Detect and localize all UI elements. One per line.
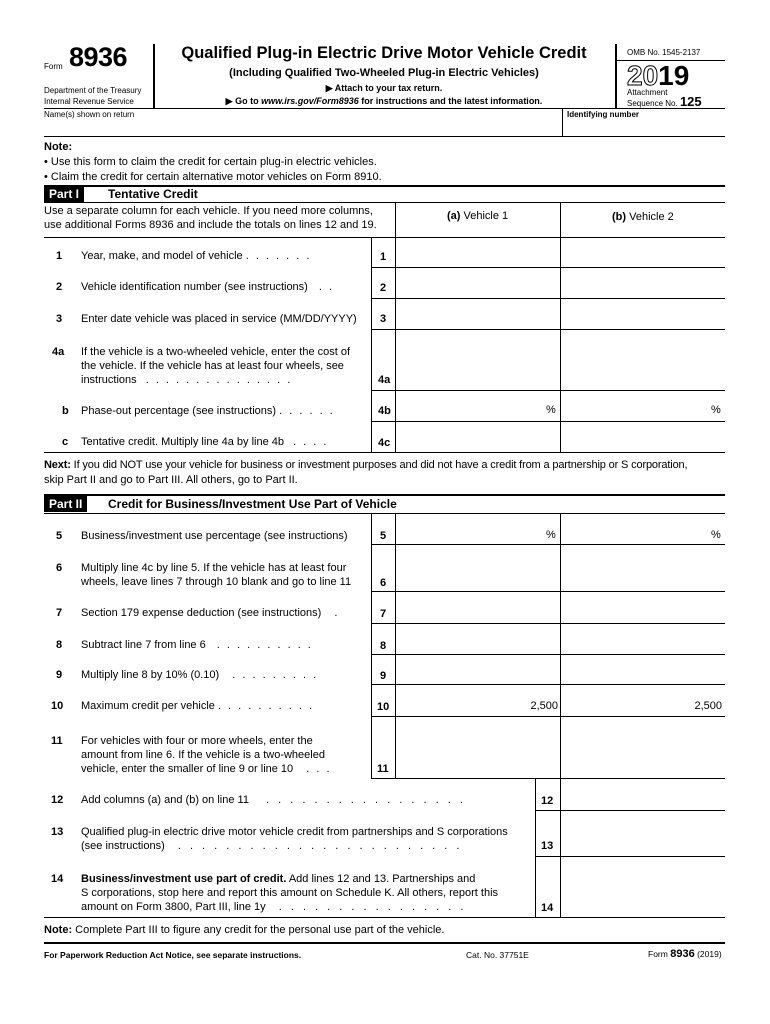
next-label: Next: — [44, 459, 71, 471]
line-4a-desc-3: instructions . . . . . . . . . . . . . . . — [81, 374, 293, 386]
line-6-box: 6 — [380, 577, 387, 589]
line-4a-desc-2: the vehicle. If the vehicle has at least four wheels, see — [81, 360, 344, 372]
line-4c-vehicle2-field[interactable] — [561, 422, 725, 452]
line-7-number: 7 — [56, 607, 63, 619]
line-13-desc-2: (see instructions) . . . . . . . . . . . . . . . . . . . . . . . . — [81, 840, 463, 852]
line-14-desc-2: S corporations, stop here and report this amount on Schedule K. All others, report this — [81, 887, 499, 899]
internal-revenue-service: Internal Revenue Service — [44, 97, 134, 106]
line-6-desc-2: wheels, leave lines 7 through 10 blank and go to line 11 — [81, 576, 352, 588]
line-8-vehicle1-field[interactable] — [396, 624, 560, 654]
column-a-label: Vehicle 1 — [463, 210, 509, 222]
line-13-box: 13 — [541, 840, 554, 852]
part2-title: Credit for Business/Investment Use Part of Vehicle — [108, 497, 397, 511]
line-9-vehicle2-field[interactable] — [561, 655, 725, 684]
line-12-total-field[interactable] — [561, 779, 725, 810]
line-1-desc: Year, make, and model of vehicle . . . . . . . — [81, 250, 312, 262]
line-4b-number: b — [62, 405, 69, 417]
next-text: If you did NOT use your vehicle for business or investment purposes and did not have a credit from a partnership or S corporation, — [70, 459, 688, 471]
line-9-desc: Multiply line 8 by 10% (0.10) . . . . . . . . . — [81, 669, 319, 681]
tax-year-outline: 20 — [627, 60, 659, 91]
names-label: Name(s) shown on return — [44, 110, 135, 119]
line-2-number: 2 — [56, 281, 63, 293]
line-5-vehicle2-field[interactable] — [561, 514, 725, 544]
line-3-box: 3 — [380, 313, 387, 325]
line-14-number: 14 — [51, 873, 64, 885]
line-12-box: 12 — [541, 795, 554, 807]
footer-note-label: Note: — [44, 924, 73, 936]
line-10-vehicle2-value[interactable]: 2,500 — [694, 700, 722, 712]
paperwork-notice: For Paperwork Reduction Act Notice, see separate instructions. — [44, 950, 302, 960]
line-4a-box: 4a — [378, 374, 391, 386]
line-4b-vehicle1-field[interactable] — [396, 391, 560, 421]
line-8-box: 8 — [380, 640, 387, 652]
column-b-label: Vehicle 2 — [629, 211, 674, 223]
line-11-desc-2: amount from line 6. If the vehicle is a two-wheeled — [81, 749, 325, 761]
line-5-vehicle1-field[interactable] — [396, 514, 560, 544]
line-5-number: 5 — [56, 530, 63, 542]
part1-intro-2: use additional Forms 8936 and include the totals on lines 12 and 19. — [44, 219, 377, 231]
line-5-percent-a: % — [546, 529, 556, 541]
line-10-desc: Maximum credit per vehicle . . . . . . . . . . — [81, 700, 315, 712]
line-9-number: 9 — [56, 669, 63, 681]
line-6-vehicle1-field[interactable] — [396, 545, 560, 591]
names-field[interactable] — [44, 108, 562, 136]
line-11-desc-1: For vehicles with four or more wheels, enter the — [81, 735, 313, 747]
identifying-number-field[interactable] — [563, 108, 725, 136]
sequence-number: 125 — [679, 94, 702, 109]
line-4a-desc-1: If the vehicle is a two-wheeled vehicle, enter the cost of — [81, 346, 351, 358]
footer-note-text: Complete Part III to figure any credit for the personal use part of the vehicle. — [72, 924, 445, 936]
line-2-vehicle1-field[interactable] — [396, 268, 560, 298]
line-7-vehicle1-field[interactable] — [396, 592, 560, 623]
line-14-box: 14 — [541, 902, 554, 914]
line-11-desc-3: vehicle, enter the smaller of line 9 or line 10 . . . — [81, 763, 332, 775]
line-9-box: 9 — [380, 670, 387, 682]
line-1-box: 1 — [380, 251, 387, 263]
line-7-vehicle2-field[interactable] — [561, 592, 725, 623]
line-14-desc-1: Business/investment use part of credit. Add lines 12 and 13. Partnerships and — [81, 873, 476, 885]
line-2-box: 2 — [380, 282, 387, 294]
part1-title: Tentative Credit — [108, 187, 198, 201]
line-6-vehicle2-field[interactable] — [561, 545, 725, 591]
line-8-vehicle2-field[interactable] — [561, 624, 725, 654]
part1-intro-1: Use a separate column for each vehicle. If you need more columns, — [44, 205, 373, 217]
column-b-header — [612, 211, 674, 223]
column-a-header — [447, 210, 508, 222]
line-3-vehicle2-field[interactable] — [561, 299, 725, 329]
note-bullet-2: • Claim the credit for certain alternative motor vehicles on Form 8910. — [44, 171, 382, 183]
footer-form-number: 8936 — [670, 948, 695, 960]
goto-prefix: ▶ Go to — [225, 96, 262, 106]
goto-instruction — [153, 96, 615, 107]
tax-year-bold: 19 — [658, 60, 690, 91]
line-4b-box: 4b — [378, 405, 391, 417]
footer-note — [44, 924, 444, 936]
note-bullet-1: • Use this form to claim the credit for certain plug-in electric vehicles. — [44, 156, 377, 168]
line-13-field[interactable] — [561, 811, 725, 856]
line-4b-percent-b: % — [711, 404, 721, 416]
catalog-number: Cat. No. 37751E — [466, 950, 529, 960]
line-6-desc-1: Multiply line 4c by line 5. If the vehicle has at least four — [81, 562, 347, 574]
column-a-letter: (a) — [447, 210, 461, 222]
line-4b-vehicle2-field[interactable] — [561, 391, 725, 421]
goto-suffix: for instructions and the latest information. — [358, 96, 543, 106]
goto-url[interactable]: www.irs.gov/Form8936 — [261, 96, 359, 106]
line-2-vehicle2-field[interactable] — [561, 268, 725, 298]
note-title: Note: — [44, 141, 73, 153]
sequence-label — [627, 94, 702, 109]
part2-label: Part II — [44, 496, 87, 512]
line-14-desc-3: amount on Form 3800, Part III, line 1y . . . . . . . . . . . . . . . . — [81, 901, 467, 913]
form-label: Form — [44, 62, 63, 71]
identifying-number-label: Identifying number — [567, 110, 639, 119]
footer-form-word: Form — [648, 949, 668, 959]
line-11-box: 11 — [377, 763, 389, 775]
line-4c-number: c — [62, 436, 69, 448]
next-instruction-1 — [44, 459, 687, 471]
line-10-box: 10 — [377, 701, 390, 713]
line-5-percent-b: % — [711, 529, 721, 541]
form-number: 8936 — [69, 42, 128, 72]
line-4c-desc: Tentative credit. Multiply line 4a by line 4b . . . . — [81, 436, 329, 448]
line-13-number: 13 — [51, 826, 64, 838]
attachment-label: Attachment — [627, 88, 668, 97]
line-13-desc-1: Qualified plug-in electric drive motor vehicle credit from partnerships and S corporations — [81, 826, 508, 838]
omb-number: OMB No. 1545-2137 — [627, 48, 701, 57]
line-4a-vehicle1-field[interactable] — [396, 330, 560, 390]
footer-form-year: (2019) — [697, 949, 722, 959]
line-11-vehicle2-field[interactable] — [561, 717, 725, 778]
line-2-desc: Vehicle identification number (see instructions) . . — [81, 281, 335, 293]
line-9-vehicle1-field[interactable] — [396, 655, 560, 684]
line-14-field[interactable] — [561, 857, 725, 917]
line-8-desc: Subtract line 7 from line 6 . . . . . . . . . . — [81, 639, 313, 651]
line-12-desc: Add columns (a) and (b) on line 11 . . . . . . . . . . . . . . . . . — [81, 794, 466, 806]
line-4b-desc: Phase-out percentage (see instructions) . . . . . . — [81, 405, 335, 417]
line-3-desc: Enter date vehicle was placed in service (MM/DD/YYYY) — [81, 313, 357, 325]
line-4b-percent-a: % — [546, 404, 556, 416]
line-1-vehicle2-field[interactable] — [561, 238, 725, 267]
line-4c-vehicle1-field[interactable] — [396, 422, 560, 452]
line-4a-vehicle2-field[interactable] — [561, 330, 725, 390]
line-1-number: 1 — [56, 250, 63, 262]
line-10-number: 10 — [51, 700, 64, 712]
line-5-box: 5 — [380, 530, 387, 542]
department-treasury: Department of the Treasury — [44, 86, 142, 95]
line-5-desc: Business/investment use percentage (see instructions) — [81, 530, 348, 542]
line-6-number: 6 — [56, 562, 63, 574]
line-11-number: 11 — [51, 735, 63, 747]
line-7-box: 7 — [380, 608, 387, 620]
attach-instruction: ▶ Attach to your tax return. — [325, 83, 443, 93]
form-subtitle: (Including Qualified Two-Wheeled Plug-in Electric Vehicles) — [229, 67, 539, 79]
line-8-number: 8 — [56, 639, 63, 651]
sequence-text: Sequence No. — [627, 99, 678, 108]
line-3-vehicle1-field[interactable] — [396, 299, 560, 329]
line-4c-box: 4c — [378, 437, 391, 449]
line-7-desc: Section 179 expense deduction (see instructions) . — [81, 607, 338, 619]
next-instruction-2: skip Part II and go to Part III. All others, go to Part II. — [44, 474, 298, 486]
line-10-vehicle1-value[interactable]: 2,500 — [530, 700, 558, 712]
column-b-letter: (b) — [612, 211, 627, 223]
part1-label: Part I — [44, 186, 84, 202]
line-12-number: 12 — [51, 794, 64, 806]
line-11-vehicle1-field[interactable] — [396, 717, 560, 778]
tax-year — [627, 61, 689, 91]
line-3-number: 3 — [56, 313, 63, 325]
line-4a-number: 4a — [52, 346, 65, 358]
form-title: Qualified Plug-in Electric Drive Motor Vehicle Credit — [181, 44, 587, 62]
line-1-vehicle1-field[interactable] — [396, 238, 560, 267]
footer-form-id — [648, 948, 722, 960]
